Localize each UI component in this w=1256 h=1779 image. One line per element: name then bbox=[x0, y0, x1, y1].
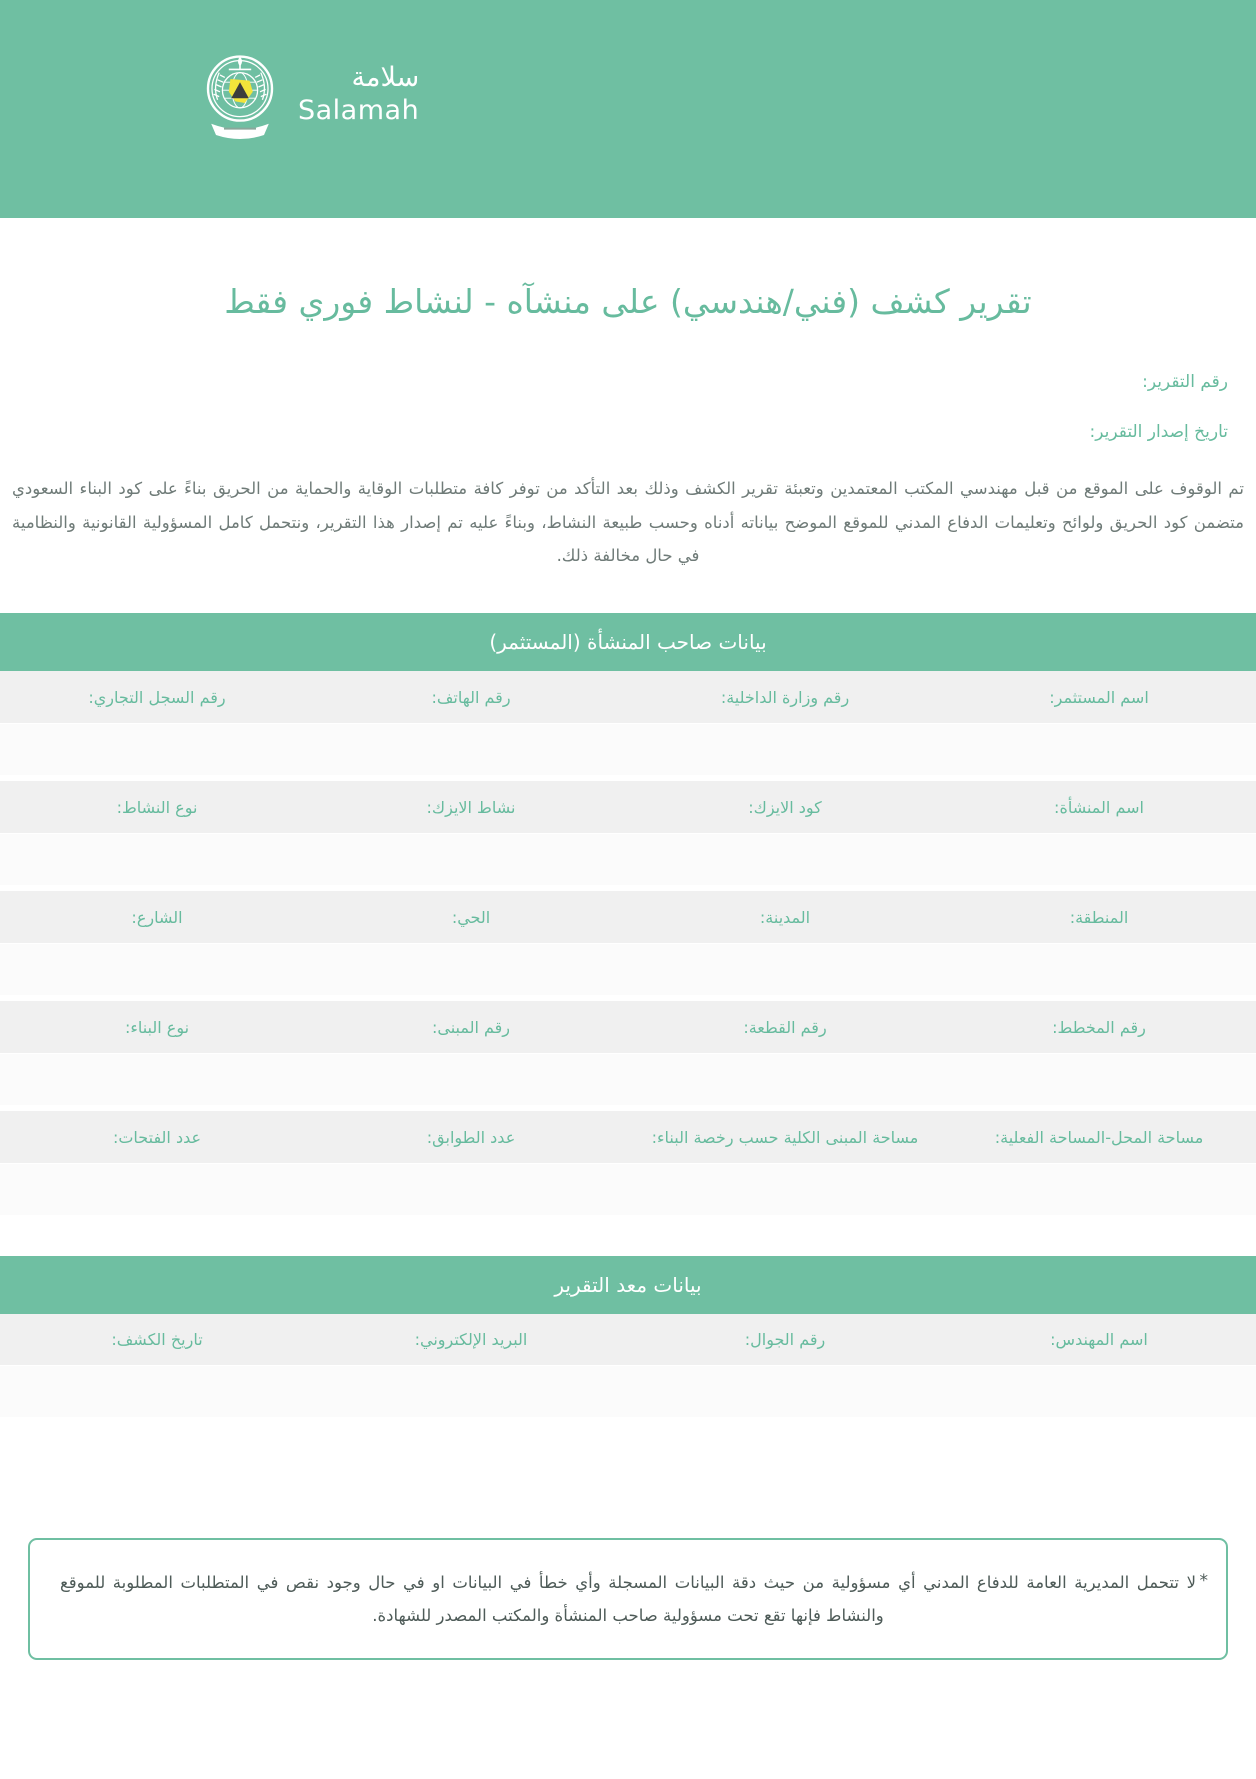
issue-date-label: تاريخ إصدار التقرير: bbox=[1089, 421, 1228, 442]
brand-name-english: Salamah bbox=[298, 95, 420, 126]
field-label: كود الايزك: bbox=[628, 781, 942, 833]
report-meta bbox=[0, 372, 1256, 442]
field-label: تاريخ الكشف: bbox=[0, 1314, 314, 1366]
field-label: عدد الطوابق: bbox=[314, 1111, 628, 1163]
field-value[interactable] bbox=[0, 1053, 314, 1105]
field-value[interactable] bbox=[942, 833, 1256, 885]
field-value[interactable] bbox=[0, 1366, 314, 1418]
field-value[interactable] bbox=[314, 723, 628, 775]
field-label: رقم المبنى: bbox=[314, 1001, 628, 1053]
section-header-owner: بيانات صاحب المنشأة (المستثمر) bbox=[0, 613, 1256, 671]
field-value[interactable] bbox=[314, 1366, 628, 1418]
field-value[interactable] bbox=[0, 833, 314, 885]
field-label: رقم المخطط: bbox=[942, 1001, 1256, 1053]
field-label: المدينة: bbox=[628, 891, 942, 943]
field-value[interactable] bbox=[942, 943, 1256, 995]
field-label: اسم المستثمر: bbox=[942, 671, 1256, 723]
disclaimer-wrap bbox=[0, 1538, 1256, 1660]
brand-text bbox=[298, 62, 419, 128]
page-title: تقرير كشف (فني/هندسي) على منشآه - لنشاط فوري فقط bbox=[224, 282, 1032, 321]
field-label: الشارع: bbox=[0, 891, 314, 943]
brand-name-arabic: سلامة bbox=[351, 62, 420, 94]
disclaimer-box bbox=[28, 1538, 1228, 1660]
field-label: مساحة المحل-المساحة الفعلية: bbox=[942, 1111, 1256, 1163]
field-label: المنطقة: bbox=[942, 891, 1256, 943]
field-label: عدد الفتحات: bbox=[0, 1111, 314, 1163]
table-row bbox=[0, 891, 1256, 943]
field-value[interactable] bbox=[628, 1366, 942, 1418]
field-value[interactable] bbox=[314, 833, 628, 885]
field-label: نشاط الايزك: bbox=[314, 781, 628, 833]
field-label: نوع النشاط: bbox=[0, 781, 314, 833]
table-row bbox=[0, 833, 1256, 885]
saudi-civil-defense-emblem-icon bbox=[200, 50, 280, 140]
preparer-fields-table bbox=[0, 1314, 1256, 1419]
page-header bbox=[0, 0, 1256, 218]
field-value[interactable] bbox=[0, 1163, 314, 1215]
section-header-preparer: بيانات معد التقرير bbox=[0, 1256, 1256, 1314]
field-label: اسم المنشأة: bbox=[942, 781, 1256, 833]
field-label: رقم السجل التجاري: bbox=[0, 671, 314, 723]
field-value[interactable] bbox=[628, 833, 942, 885]
field-value[interactable] bbox=[0, 723, 314, 775]
field-label: اسم المهندس: bbox=[942, 1314, 1256, 1366]
asterisk-marker: * bbox=[1199, 1571, 1208, 1592]
field-label: البريد الإلكتروني: bbox=[314, 1314, 628, 1366]
field-label: الحي: bbox=[314, 891, 628, 943]
field-value[interactable] bbox=[0, 943, 314, 995]
table-row bbox=[0, 1053, 1256, 1105]
field-label: رقم القطعة: bbox=[628, 1001, 942, 1053]
field-value[interactable] bbox=[628, 1053, 942, 1105]
field-value[interactable] bbox=[628, 723, 942, 775]
owner-fields-table bbox=[0, 671, 1256, 1216]
field-label: مساحة المبنى الكلية حسب رخصة البناء: bbox=[628, 1111, 942, 1163]
field-value[interactable] bbox=[628, 943, 942, 995]
report-number-label: رقم التقرير: bbox=[1142, 371, 1228, 392]
field-value[interactable] bbox=[942, 1366, 1256, 1418]
field-label: رقم وزارة الداخلية: bbox=[628, 671, 942, 723]
field-value[interactable] bbox=[314, 1163, 628, 1215]
table-row bbox=[0, 671, 1256, 723]
field-value[interactable] bbox=[628, 1163, 942, 1215]
table-row bbox=[0, 1314, 1256, 1366]
field-value[interactable] bbox=[942, 1163, 1256, 1215]
field-label: رقم الجوال: bbox=[628, 1314, 942, 1366]
brand-block bbox=[200, 50, 419, 140]
field-label: رقم الهاتف: bbox=[314, 671, 628, 723]
table-row bbox=[0, 1111, 1256, 1163]
field-value[interactable] bbox=[942, 723, 1256, 775]
field-value[interactable] bbox=[942, 1053, 1256, 1105]
bottom-padding bbox=[0, 1660, 1256, 1720]
field-label: نوع البناء: bbox=[0, 1001, 314, 1053]
table-row bbox=[0, 781, 1256, 833]
table-row bbox=[0, 723, 1256, 775]
table-row bbox=[0, 943, 1256, 995]
field-value[interactable] bbox=[314, 943, 628, 995]
table-row bbox=[0, 1366, 1256, 1418]
table-row bbox=[0, 1001, 1256, 1053]
table-row bbox=[0, 1163, 1256, 1215]
disclaimer-text: لا تتحمل المديرية العامة للدفاع المدني أي مسؤولية من حيث دقة البيانات المسجلة وأي خطأ في البيانات او في حال وجود نقص في المتطلبات المطلوبة للموقع والنشاط فإنها تقع تحت مسؤولية صاحب المنشأة والمكتب المصدر للشهادة. bbox=[60, 1573, 1196, 1626]
field-value[interactable] bbox=[314, 1053, 628, 1105]
intro-paragraph: تم الوقوف على الموقع من قبل مهندسي المكتب المعتمدين وتعبئة تقرير الكشف وذلك بعد التأكد من توفر كافة متطلبات الوقاية والحماية من الحريق بناءً على كود البناء السعودي متضمن كود الحريق ولوائح وتعليمات الدفاع المدني للموقع الموضح بياناته أدناه وحسب طبيعة النشاط، وبناءً عليه تم إصدار هذا التقرير، ونتحمل كامل المسؤولية القانونية والنظامية في حال مخالفة ذلك. bbox=[12, 478, 1244, 566]
